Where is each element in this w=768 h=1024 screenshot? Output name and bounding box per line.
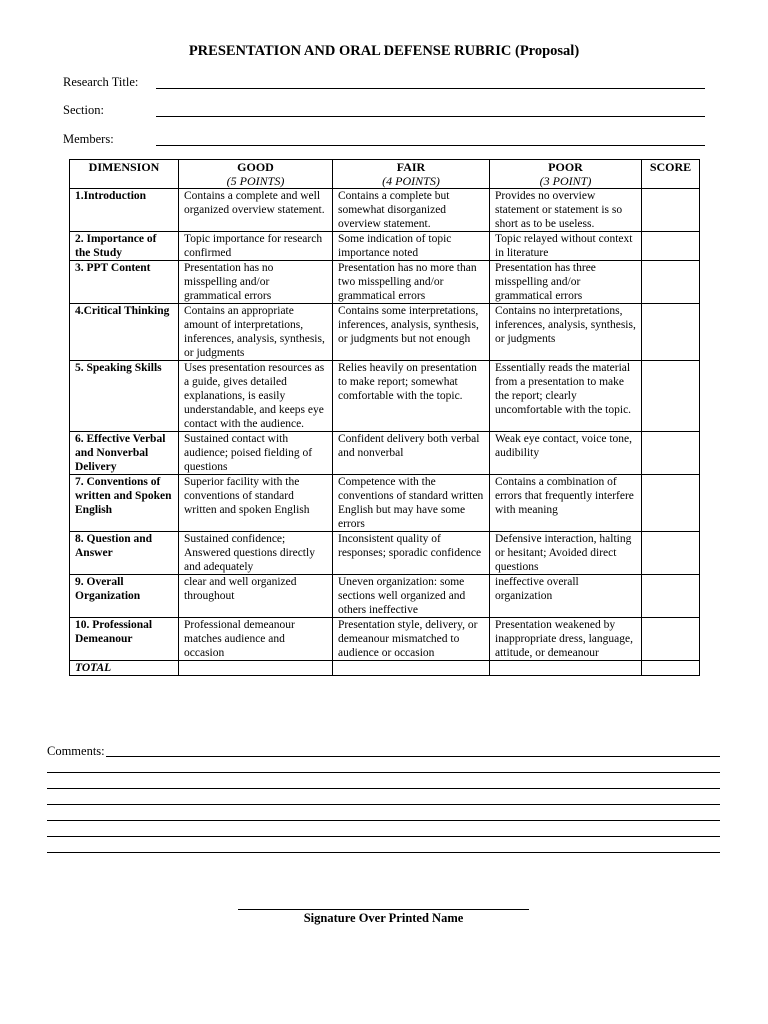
good-cell: Presentation has no misspelling and/or grammatical errors — [179, 261, 333, 304]
dimension-cell: 3. PPT Content — [70, 261, 179, 304]
score-cell[interactable] — [642, 575, 700, 618]
score-cell[interactable] — [642, 261, 700, 304]
poor-cell: Contains no interpretations, inferences, analysis, synthesis, or judgments — [490, 304, 642, 361]
poor-cell: Weak eye contact, voice tone, audibility — [490, 432, 642, 475]
rubric-table — [69, 159, 700, 676]
comments-line[interactable] — [47, 836, 720, 837]
good-cell: Topic importance for research confirmed — [179, 232, 333, 261]
dimension-cell: 8. Question and Answer — [70, 532, 179, 575]
good-cell: Contains an appropriate amount of interpretations, inferences, analysis, synthesis, or judgments — [179, 304, 333, 361]
dimension-cell: 6. Effective Verbal and Nonverbal Delivery — [70, 432, 179, 475]
table-row — [70, 475, 700, 532]
table-row — [70, 304, 700, 361]
section-label: Section: — [63, 103, 104, 117]
poor-cell: Contains a combination of errors that frequently interfere with meaning — [490, 475, 642, 532]
table-header-row — [70, 160, 700, 189]
header-score: SCORE — [642, 160, 700, 189]
fair-cell: Relies heavily on presentation to make report; somewhat comfortable with the topic. — [333, 361, 490, 432]
members-line[interactable] — [156, 145, 705, 146]
research-title-label: Research Title: — [63, 75, 139, 89]
score-cell[interactable] — [642, 232, 700, 261]
total-empty-cell — [179, 661, 333, 676]
dimension-cell: 9. Overall Organization — [70, 575, 179, 618]
section-line[interactable] — [156, 116, 705, 117]
header-fair: FAIR (4 POINTS) — [333, 160, 490, 189]
table-row — [70, 189, 700, 232]
score-cell[interactable] — [642, 618, 700, 661]
header-good: GOOD (5 POINTS) — [179, 160, 333, 189]
comments-line[interactable] — [47, 804, 720, 805]
research-title-line[interactable] — [156, 88, 705, 89]
poor-cell: Presentation has three misspelling and/or grammatical errors — [490, 261, 642, 304]
members-label: Members: — [63, 132, 114, 146]
header-fair-points: (4 POINTS) — [382, 174, 440, 188]
dimension-cell: 5. Speaking Skills — [70, 361, 179, 432]
fair-cell: Presentation style, delivery, or demeanour mismatched to audience or occasion — [333, 618, 490, 661]
table-row — [70, 432, 700, 475]
fair-cell: Contains some interpretations, inferences, analysis, synthesis, or judgments but not enough — [333, 304, 490, 361]
comments-line[interactable] — [47, 852, 720, 853]
header-dimension: DIMENSION — [70, 160, 179, 189]
dimension-cell: 1.Introduction — [70, 189, 179, 232]
comments-label: Comments: — [47, 744, 105, 758]
table-row — [70, 532, 700, 575]
table-row — [70, 261, 700, 304]
good-cell: Superior facility with the conventions of standard written and spoken English — [179, 475, 333, 532]
good-cell: Uses presentation resources as a guide, gives detailed explanations, is easily understandable, and keeps eye contact with the audience. — [179, 361, 333, 432]
score-cell[interactable] — [642, 361, 700, 432]
page-title: PRESENTATION AND ORAL DEFENSE RUBRIC (Proposal) — [188, 43, 580, 59]
total-empty-cell — [490, 661, 642, 676]
score-cell[interactable] — [642, 475, 700, 532]
header-poor: POOR (3 POINT) — [490, 160, 642, 189]
poor-cell: Defensive interaction, halting or hesitant; Avoided direct questions — [490, 532, 642, 575]
poor-cell: Provides no overview statement or statement is so short as to be useless. — [490, 189, 642, 232]
comments-line[interactable] — [106, 756, 720, 757]
fair-cell: Some indication of topic importance noted — [333, 232, 490, 261]
poor-cell: ineffective overall organization — [490, 575, 642, 618]
fair-cell: Inconsistent quality of responses; sporadic confidence — [333, 532, 490, 575]
score-cell[interactable] — [642, 304, 700, 361]
total-empty-cell — [333, 661, 490, 676]
score-cell[interactable] — [642, 532, 700, 575]
table-row — [70, 232, 700, 261]
poor-cell: Essentially reads the material from a presentation to make the report; clearly uncomfortable with the topic. — [490, 361, 642, 432]
fair-cell: Presentation has no more than two misspelling and/or grammatical errors — [333, 261, 490, 304]
poor-cell: Presentation weakened by inappropriate dress, language, attitude, or demeanour — [490, 618, 642, 661]
header-good-points: (5 POINTS) — [226, 174, 285, 188]
dimension-cell: 10. Professional Demeanour — [70, 618, 179, 661]
signature-label: Signature Over Printed Name — [303, 911, 464, 925]
table-row — [70, 575, 700, 618]
header-poor-points: (3 POINT) — [539, 174, 592, 188]
good-cell: Professional demeanour matches audience and occasion — [179, 618, 333, 661]
comments-line[interactable] — [47, 788, 720, 789]
dimension-cell: 2. Importance of the Study — [70, 232, 179, 261]
score-cell[interactable] — [642, 432, 700, 475]
good-cell: Sustained confidence; Answered questions directly and adequately — [179, 532, 333, 575]
good-cell: clear and well organized throughout — [179, 575, 333, 618]
comments-line[interactable] — [47, 772, 720, 773]
rubric-body — [70, 189, 700, 676]
score-cell[interactable] — [642, 189, 700, 232]
total-row — [70, 661, 700, 676]
signature-line[interactable] — [238, 909, 529, 910]
dimension-cell: 4.Critical Thinking — [70, 304, 179, 361]
table-row — [70, 361, 700, 432]
fair-cell: Contains a complete but somewhat disorganized overview statement. — [333, 189, 490, 232]
fair-cell: Competence with the conventions of standard written English but may have some errors — [333, 475, 490, 532]
total-label: TOTAL — [70, 661, 179, 676]
fair-cell: Uneven organization: some sections well organized and others ineffective — [333, 575, 490, 618]
total-score-cell[interactable] — [642, 661, 700, 676]
good-cell: Sustained contact with audience; poised fielding of questions — [179, 432, 333, 475]
table-row — [70, 618, 700, 661]
good-cell: Contains a complete and well organized overview statement. — [179, 189, 333, 232]
dimension-cell: 7. Conventions of written and Spoken English — [70, 475, 179, 532]
poor-cell: Topic relayed without context in literature — [490, 232, 642, 261]
fair-cell: Confident delivery both verbal and nonverbal — [333, 432, 490, 475]
comments-line[interactable] — [47, 820, 720, 821]
